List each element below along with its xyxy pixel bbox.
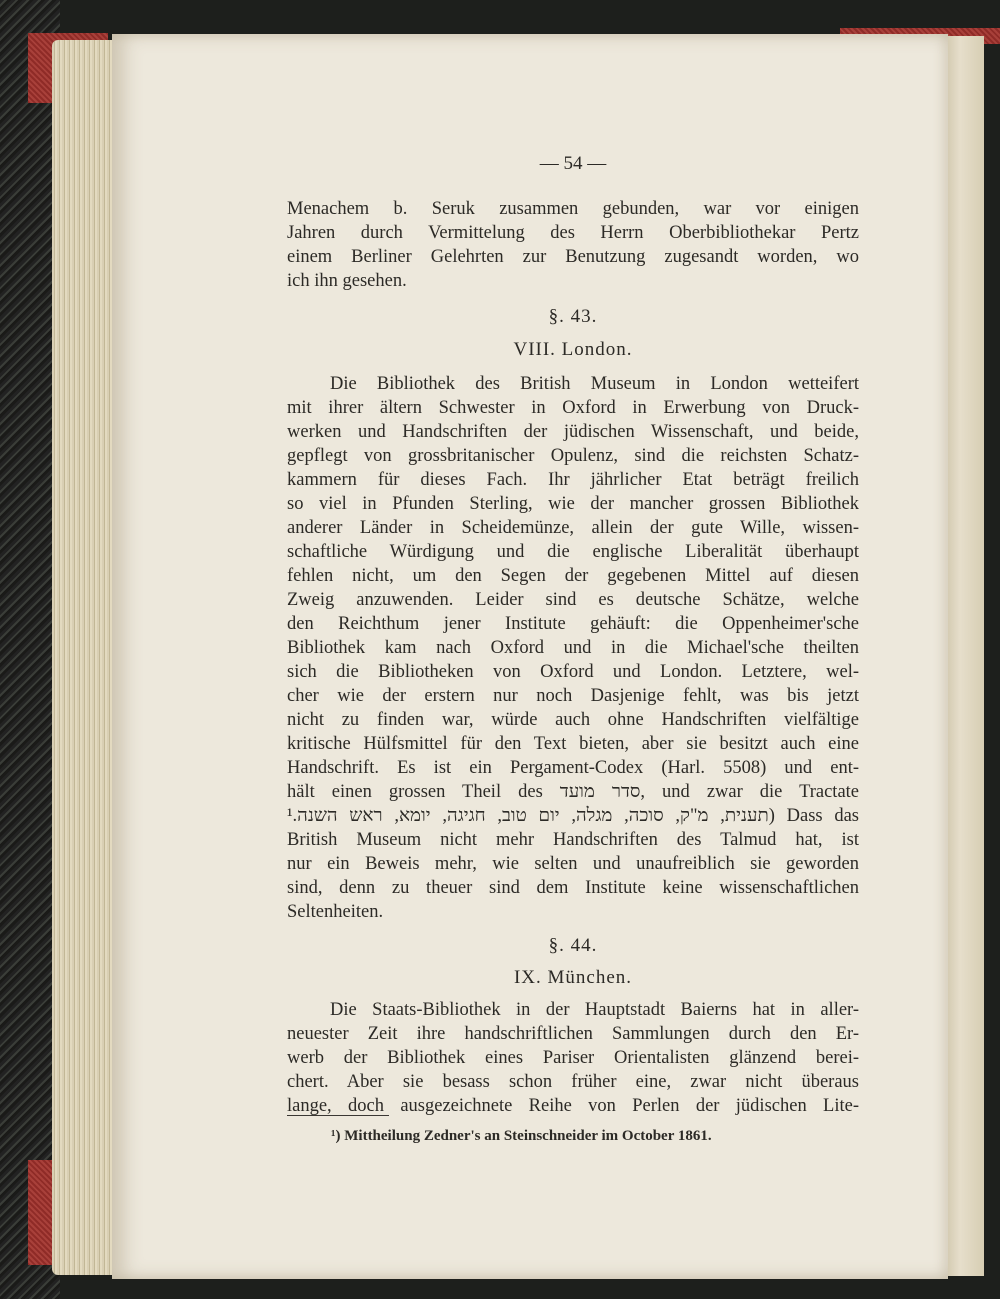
text-line: Jahren durch Vermittelung des Herrn Oberbibliothekar Pertz <box>287 223 859 243</box>
text-line: fehlen nicht, um den Segen der gegebenen Mittel auf diesen <box>287 566 859 586</box>
text-line: Handschrift. Es ist ein Pergament-Codex (Harl. 5508) und ent- <box>287 758 859 778</box>
section-number: §. 43. <box>548 306 598 327</box>
text-line: neuester Zeit ihre handschriftlichen Sammlungen durch den Er- <box>287 1024 859 1044</box>
text-line: nur ein Beweis mehr, wie selten und unaufreiblich sie geworden <box>287 854 859 874</box>
text-line: anderer Länder in Scheidemünze, allein der gute Wille, wissen- <box>287 518 859 538</box>
text-line: werken und Handschriften der jüdischen Wissenschaft, und beide, <box>287 422 859 442</box>
text-line: nicht zu finden war, würde auch ohne Handschriften vielfältige <box>287 710 859 730</box>
text-line: sind, denn zu theuer sind dem Institute keine wissenschaftlichen <box>287 878 859 898</box>
page-number: — 54 — <box>539 153 607 174</box>
text-line: sich die Bibliotheken von Oxford und London. Letztere, wel- <box>287 662 859 682</box>
page-edge-right <box>944 36 984 1276</box>
text-line: Seltenheiten. <box>287 902 384 922</box>
text-line: gepflegt von grossbritanischer Opulenz, sind die reichsten Schatz- <box>287 446 859 466</box>
text-line: werb der Bibliothek eines Pariser Orientalisten glänzend berei- <box>287 1048 859 1068</box>
text-line: so viel in Pfunden Sterling, wie der mancher grossen Bibliothek <box>287 494 859 514</box>
text-line: Die Bibliothek des British Museum in London wetteifert <box>330 374 859 394</box>
text-line: Die Staats-Bibliothek in der Hauptstadt Baierns hat in aller- <box>330 1000 859 1020</box>
text-line: British Museum nicht mehr Handschriften des Talmud hat, ist <box>287 830 859 850</box>
footnote-rule <box>287 1115 389 1116</box>
text-line: hält einen grossen Theil des סדר מועד, und zwar die Tractate <box>287 782 860 802</box>
text-line: mit ihrer ältern Schwester in Oxford in Erwerbung von Druck- <box>287 398 859 418</box>
section-title: VIII. London. <box>513 339 633 360</box>
footnote: ¹) Mittheilung Zedner's an Steinschneider im October 1861. <box>331 1128 712 1144</box>
text-line: einem Berliner Gelehrten zur Benutzung zugesandt worden, wo <box>287 247 859 267</box>
section-number: §. 44. <box>548 935 598 956</box>
text-line: kritische Hülfsmittel für den Text bieten, aber sie besitzt auch eine <box>287 734 859 754</box>
text-line: Zweig anzuwenden. Leider sind es deutsche Schätze, welche <box>287 590 859 610</box>
text-line: den Reichthum jener Institute gehäuft: die Oppenheimer'sche <box>287 614 859 634</box>
text-line: Menachem b. Seruk zusammen gebunden, war vor einigen <box>287 199 859 219</box>
text-line: kammern für dieses Fach. Ihr jährlicher Etat beträgt freilich <box>287 470 859 490</box>
text-line: Bibliothek kam nach Oxford und in die Michael'sche theilten <box>287 638 859 658</box>
text-line: chert. Aber sie besass schon früher eine, zwar nicht überaus <box>287 1072 859 1092</box>
text-line: cher wie der erstern nur noch Dasjenige fehlt, was bis jetzt <box>287 686 859 706</box>
text-line: schaftliche Würdigung und die englische Liberalität überhaupt <box>287 542 859 562</box>
text-line: ich ihn gesehen. <box>287 271 407 291</box>
book-cover-left <box>0 0 60 1299</box>
text-line-hebrew: תענית, מ"ק, סוכה, מגלה, יום טוב, חגיגה, יומא, ראש השנה.¹) Dass das <box>287 806 859 826</box>
section-title: IX. München. <box>513 967 633 988</box>
text-line: lange, doch ausgezeichnete Reihe von Perlen der jüdischen Lite- <box>287 1096 859 1116</box>
